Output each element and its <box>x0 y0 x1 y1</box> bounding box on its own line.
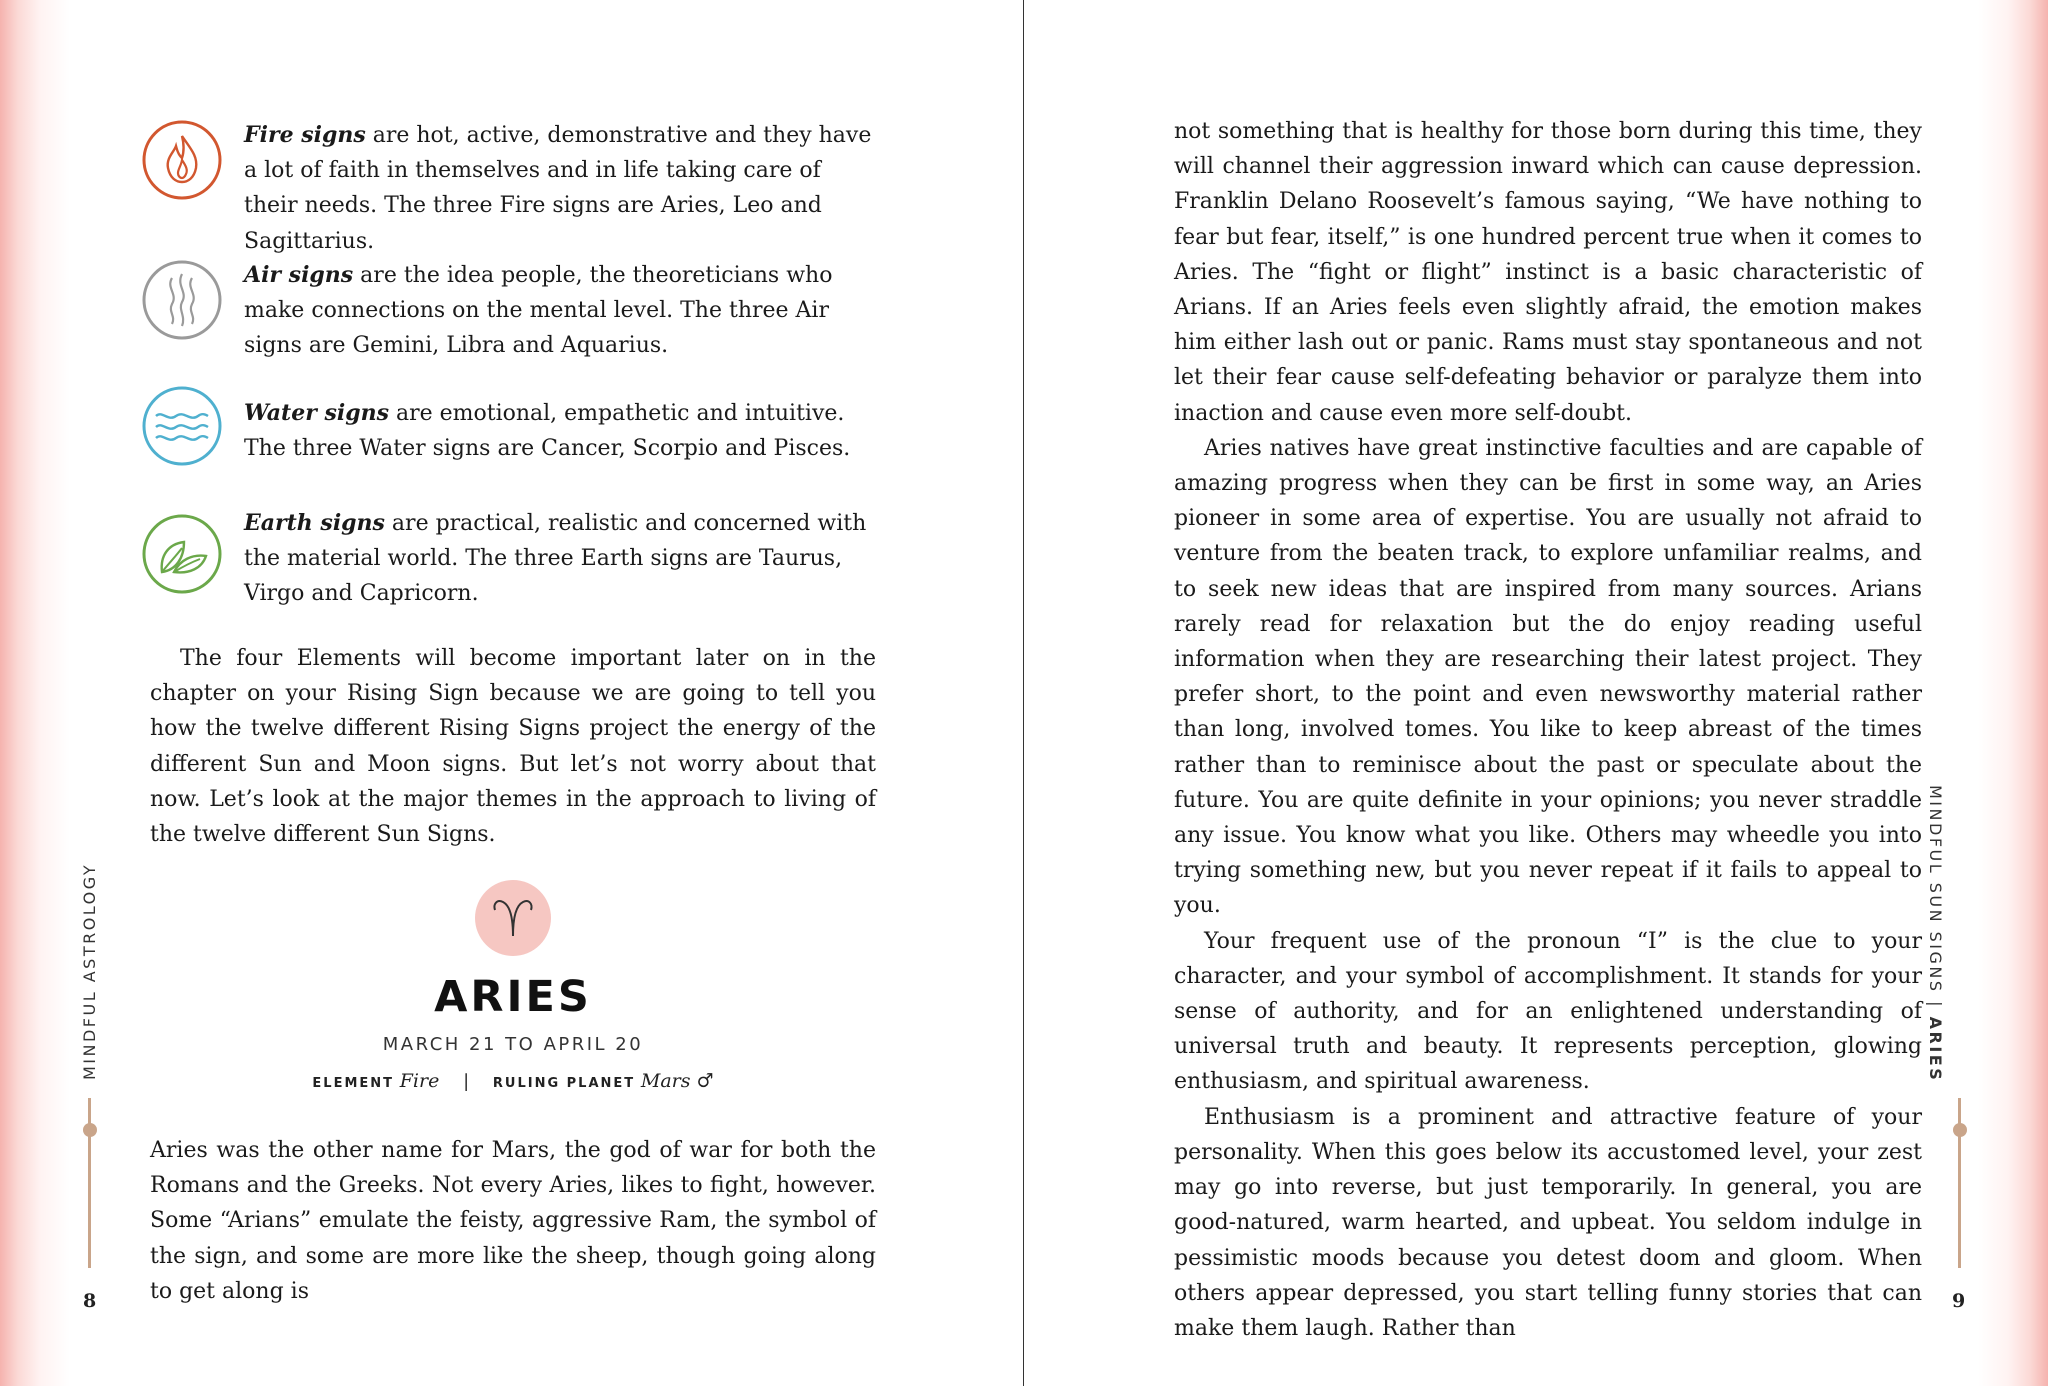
meta-separator: | <box>463 1071 470 1092</box>
aries-symbol-icon <box>475 880 551 956</box>
right-body-text <box>1174 114 1922 1346</box>
paragraph: not something that is healthy for those born during this time, they will channel their aggression inward which can cause depression. Franklin Delano Roosevelt’s famous saying, “We have nothing to fear but fear, itself,” is one hundred percent true when it comes to Aries. The “fight or flight” instinct is a basic characteristic of Arians. If an Aries feels even slightly afraid, the emotion makes him either lash out or panic. Rams must stay spontaneous and not let their fear cause self-defeating behavior or paralyze them into inaction and cause even more self-doubt. <box>1174 119 1922 426</box>
planet-value: Mars ♂ <box>640 1070 714 1092</box>
element-name-water: Water signs <box>244 400 389 426</box>
side-dot-right <box>1953 1123 1967 1137</box>
right-page <box>1024 0 2048 1386</box>
running-head-right-sign: ARIES <box>1926 1016 1945 1083</box>
fire-icon <box>140 118 224 202</box>
paragraph: Aries natives have great instinctive faculties and are capable of amazing progress when they can be first in some way, an Aries pioneer in some area of expertise. You are usually not afraid to venture from the beaten track, to explore unfamiliar realms, and to seek new ideas that are inspired from many sources. Arians rarely read for relaxation but the do enjoy reading useful information when they are researching their latest project. They prefer short, to the point and even newsworthy material rather than long, involved tomes. You like to keep abreast of the times rather than to reminisce about the past or speculate about the future. You are quite definite in your opinions; you never straddle any issue. You know what you like. Others may wheedle you into trying something new, but you never repeat if it fails to appeal to you. <box>1174 435 1922 919</box>
element-text-air: Air signs are the idea people, the theoreticians who make connections on the mental level. The three Air signs are Gemini, Libra and Aquarius. <box>244 262 833 359</box>
page-number-left: 8 <box>83 1290 97 1312</box>
sign-dates: MARCH 21 TO APRIL 20 <box>382 1034 644 1055</box>
element-value: Fire <box>399 1070 440 1092</box>
aries-glyph-circle <box>475 880 551 956</box>
running-head-right-sep: | <box>1926 1001 1945 1010</box>
running-head-right-book: MINDFUL SUN SIGNS <box>1926 785 1945 994</box>
water-icon <box>140 384 224 468</box>
running-head-left: MINDFUL ASTROLOGY <box>80 862 99 1080</box>
running-head-right <box>1926 785 1945 1082</box>
element-text-water: Water signs are emotional, empathetic and intuitive. The three Water signs are Cancer, Scorpio and Pisces. <box>244 400 851 462</box>
sign-title: ARIES <box>434 972 592 1022</box>
element-name-air: Air signs <box>244 262 354 288</box>
intro-paragraph: The four Elements will become important later on in the chapter on your Rising Sign because we are going to tell you how the twelve different Rising Signs project the energy of the different Sun and Moon signs. But let’s not worry about that now. Let’s look at the major themes in the approach to living of the twelve different Sun Signs. <box>150 646 876 848</box>
planet-label: RULING PLANET <box>492 1076 636 1091</box>
sign-meta <box>150 1070 876 1092</box>
side-dot-left <box>83 1123 97 1137</box>
element-text-earth: Earth signs are practical, realistic and concerned with the material world. The three Earth signs are Taurus, Virgo and Capricorn. <box>244 510 867 607</box>
paragraph: Enthusiasm is a prominent and attractive feature of your personality. When this goes below its accustomed level, your zest may go into reverse, but just temporarily. In general, you are good-natured, warm hearted, and upbeat. You seldom indulge in pessimistic moods because you detest doom and gloom. When others appear depressed, you start telling funny stories that can make them laugh. Rather than <box>1174 1104 1922 1341</box>
air-icon <box>140 258 224 342</box>
element-name-fire: Fire signs <box>244 122 366 148</box>
element-label: ELEMENT <box>312 1076 395 1091</box>
earth-icon <box>140 512 224 596</box>
aries-paragraph: Aries was the other name for Mars, the god of war for both the Romans and the Greeks. Not every Aries, likes to fight, however. Some “Arians” emulate the feisty, aggressive Ram, the symbol of the sign, and some are more like the sheep, though going along to get along is <box>150 1138 876 1304</box>
paragraph: Your frequent use of the pronoun “I” is the clue to your character, and your symbol of accomplishment. It stands for your sense of authority, and for an enlightened understanding of universal truth and beauty. It represents perception, glowing enthusiasm, and spiritual awareness. <box>1174 928 1922 1095</box>
element-name-earth: Earth signs <box>244 510 385 536</box>
element-text-fire: Fire signs are hot, active, demonstrative and they have a lot of faith in themselves and in life taking care of their needs. The three Fire signs are Aries, Leo and Sagittarius. <box>244 122 872 254</box>
page-number-right: 9 <box>1952 1290 1966 1312</box>
